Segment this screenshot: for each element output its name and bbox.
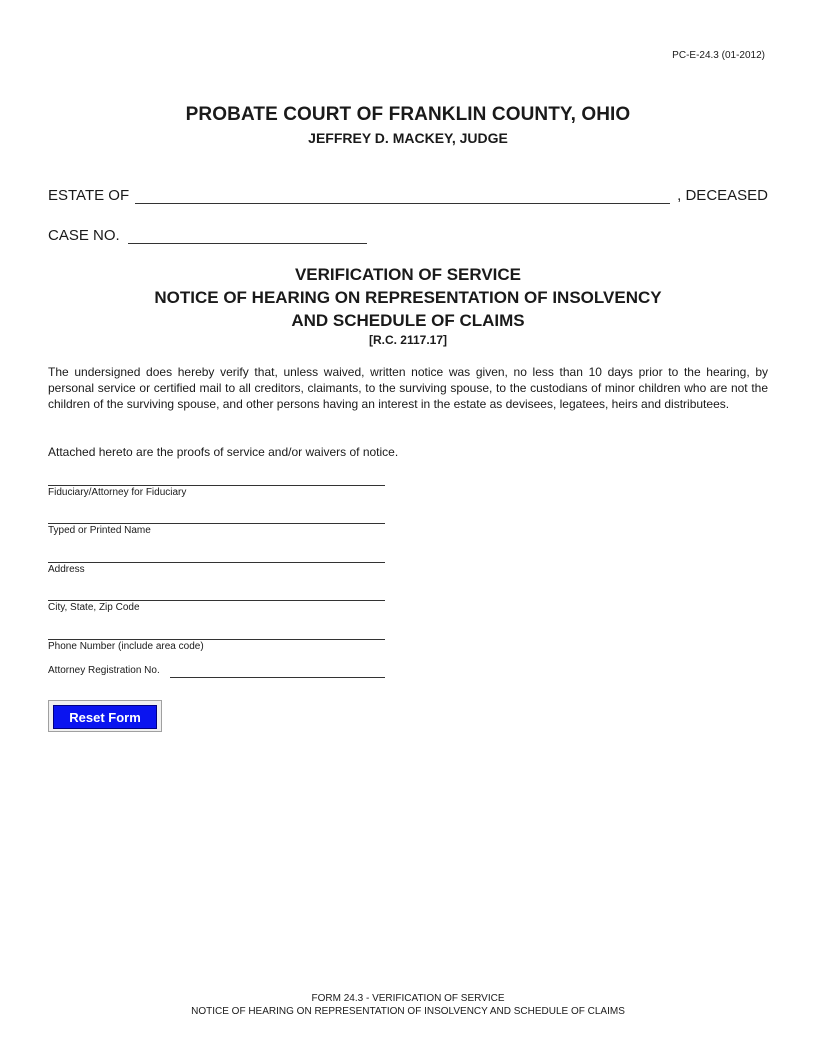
case-number-field[interactable] (128, 243, 367, 244)
signature-line (48, 485, 385, 486)
signature-line (48, 639, 385, 640)
case-row (48, 227, 378, 247)
reset-form-button[interactable]: Reset Form (53, 705, 157, 729)
form-number: PC-E-24.3 (01-2012) (672, 50, 765, 61)
estate-label: ESTATE OF (48, 187, 130, 204)
form-title-line-1: VERIFICATION OF SERVICE (294, 265, 522, 284)
printed-name-field[interactable] (48, 523, 385, 549)
address-field[interactable] (48, 562, 385, 588)
fiduciary-signature-field[interactable] (48, 485, 385, 511)
signature-line (48, 600, 385, 601)
footer-form-title: FORM 24.3 - VERIFICATION OF SERVICE (311, 993, 505, 1004)
signature-line (48, 562, 385, 563)
deceased-label: , DECEASED (677, 187, 768, 204)
footer-form-subtitle: NOTICE OF HEARING ON REPRESENTATION OF INSOLVENCY AND SCHEDULE OF CLAIMS (191, 1006, 625, 1017)
reset-button-frame (48, 700, 162, 732)
verification-paragraph: The undersigned does hereby verify that, unless waived, written notice was given, no less than 10 days prior to the hearing, by personal service or certified mail to all creditors, claimants, to the surviving spouse, to the custodians of minor children who are not the children of the surviving spouse, and other persons having an interest in the estate as devisees, legatees, heirs and distributees. (48, 365, 768, 411)
field-label: Typed or Printed Name (48, 525, 151, 536)
case-number-label: CASE NO. (48, 227, 120, 244)
field-label: City, State, Zip Code (48, 602, 140, 613)
attorney-registration-label: Attorney Registration No. (48, 665, 160, 676)
estate-row (48, 187, 768, 207)
court-name: PROBATE COURT OF FRANKLIN COUNTY, OHIO (185, 104, 631, 125)
city-state-zip-field[interactable] (48, 600, 385, 626)
signature-line (48, 523, 385, 524)
estate-name-field[interactable] (135, 203, 670, 204)
judge-name: JEFFREY D. MACKEY, JUDGE (308, 130, 508, 146)
attached-statement: Attached hereto are the proofs of service and/or waivers of notice. (48, 445, 399, 459)
statute-reference: [R.C. 2117.17] (368, 333, 448, 347)
field-label: Fiduciary/Attorney for Fiduciary (48, 487, 187, 498)
form-title-line-2: NOTICE OF HEARING ON REPRESENTATION OF INSOLVENCY (154, 288, 662, 307)
field-label: Phone Number (include area code) (48, 641, 204, 652)
field-label: Address (48, 564, 85, 575)
attorney-registration-field[interactable] (170, 677, 385, 678)
attorney-registration-row (48, 665, 385, 681)
phone-number-field[interactable] (48, 639, 385, 665)
form-title-line-3: AND SCHEDULE OF CLAIMS (291, 311, 525, 330)
